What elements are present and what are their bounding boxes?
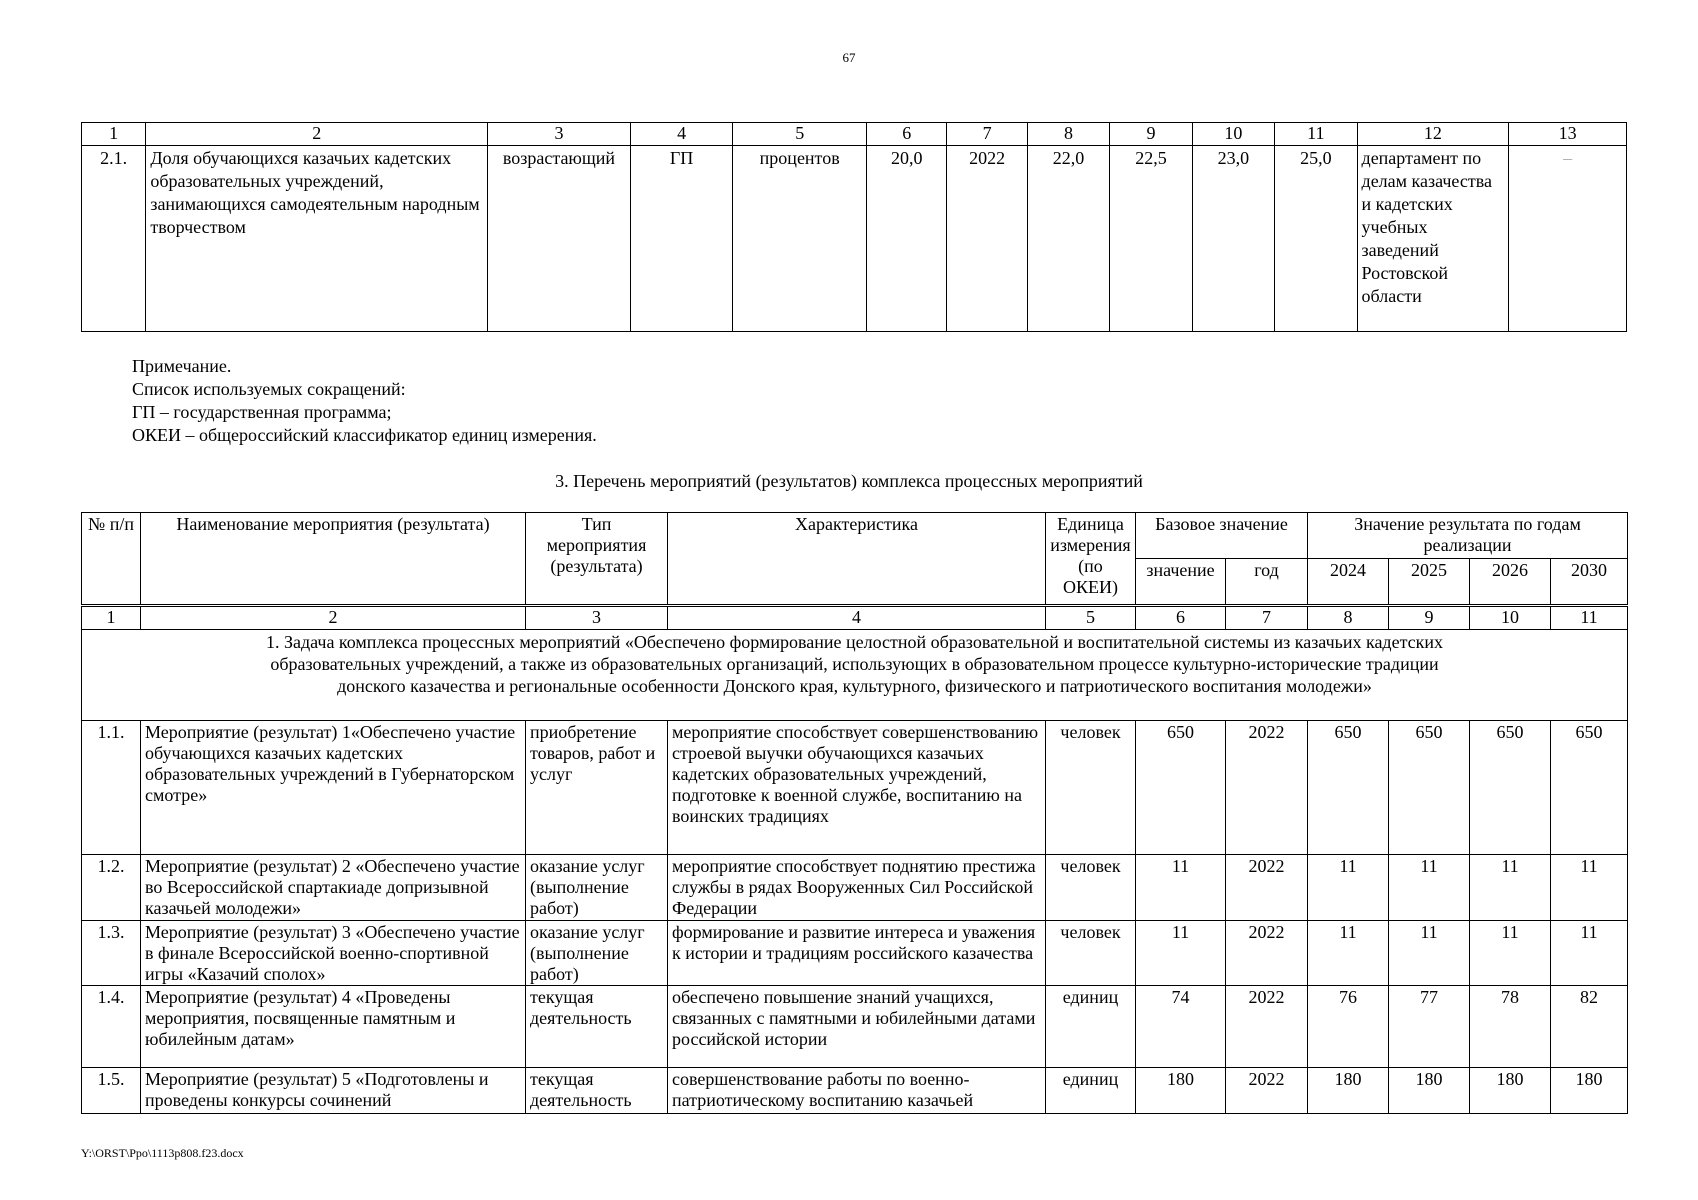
activity-characteristic: обеспечено повышение знаний учащихся, связанных с памятными и юбилейными датами российской истории bbox=[668, 986, 1046, 1068]
col-number: 11 bbox=[1551, 606, 1628, 630]
value-2024: 11 bbox=[1308, 921, 1389, 986]
value-2025: 11 bbox=[1389, 921, 1470, 986]
table-row bbox=[82, 986, 1628, 1068]
activity-unit: единиц bbox=[1046, 986, 1136, 1068]
col-number: 2 bbox=[146, 123, 488, 146]
abbreviation-gp: ГП – государственная программа; bbox=[132, 402, 392, 422]
base-year: 2022 bbox=[1226, 921, 1308, 986]
column-numbers-row bbox=[82, 606, 1628, 630]
col-number: 6 bbox=[1136, 606, 1226, 630]
base-value: 11 bbox=[1136, 921, 1226, 986]
value-2025: 22,5 bbox=[1110, 146, 1192, 332]
col-number: 10 bbox=[1192, 123, 1274, 146]
value-2030: 25,0 bbox=[1275, 146, 1357, 332]
header-base-year: год bbox=[1226, 559, 1308, 606]
base-year: 2022 bbox=[1226, 855, 1308, 921]
indicator-level: ГП bbox=[630, 146, 733, 332]
activity-name: Мероприятие (результат) 5 «Подготовлены и проведены конкурсы сочинений bbox=[141, 1068, 526, 1114]
table-row bbox=[82, 855, 1628, 921]
col-number: 3 bbox=[488, 123, 631, 146]
col-number: 4 bbox=[630, 123, 733, 146]
col-number: 7 bbox=[947, 123, 1027, 146]
base-value: 74 bbox=[1136, 986, 1226, 1068]
file-path-footer: Y:\ORST\Ppo\1113p808.f23.docx bbox=[81, 1146, 244, 1160]
col-number: 8 bbox=[1308, 606, 1389, 630]
col-number: 11 bbox=[1275, 123, 1357, 146]
table-row bbox=[82, 921, 1628, 986]
value-2026: 650 bbox=[1470, 721, 1551, 855]
value-2024: 22,0 bbox=[1027, 146, 1109, 332]
notes-block bbox=[132, 355, 597, 447]
activity-characteristic: совершенствование работы по военно-патриотическому воспитанию казачьей bbox=[668, 1068, 1046, 1114]
activity-name: Мероприятие (результат) 2 «Обеспечено участие во Всероссийской спартакиаде допризывной казачьей молодежи» bbox=[141, 855, 526, 921]
header-base-value: значение bbox=[1136, 559, 1226, 606]
base-value: 20,0 bbox=[867, 146, 947, 332]
activities-table bbox=[81, 512, 1628, 1114]
header-year-2025: 2025 bbox=[1389, 559, 1470, 606]
activity-type: текущая деятельность bbox=[526, 1068, 668, 1114]
row-number: 1.4. bbox=[82, 986, 141, 1068]
row-number: 1.1. bbox=[82, 721, 141, 855]
page-number: 67 bbox=[842, 50, 856, 65]
col-number: 4 bbox=[668, 606, 1046, 630]
activity-name: Мероприятие (результат) 3 «Обеспечено участие в финале Всероссийской военно-спортивной игры «Казачий сполох» bbox=[141, 921, 526, 986]
table-row bbox=[82, 1068, 1628, 1114]
activity-unit: человек bbox=[1046, 721, 1136, 855]
activity-type: оказание услуг (выполнение работ) bbox=[526, 855, 668, 921]
value-2026: 78 bbox=[1470, 986, 1551, 1068]
col-number: 12 bbox=[1357, 123, 1509, 146]
activity-name: Мероприятие (результат) 4 «Проведены мероприятия, посвященные памятным и юбилейным датам» bbox=[141, 986, 526, 1068]
activity-unit: единиц bbox=[1046, 1068, 1136, 1114]
col-number: 5 bbox=[733, 123, 867, 146]
header-year-2026: 2026 bbox=[1470, 559, 1551, 606]
activity-characteristic: мероприятие способствует совершенствованию строевой выучки обучающихся казачьих кадетских образовательных учреждений, подготовке к военной службе, воспитанию на воинских традициях bbox=[668, 721, 1046, 855]
header-unit: Единица измерения (по ОКЕИ) bbox=[1046, 513, 1136, 606]
row-number: 2.1. bbox=[82, 146, 146, 332]
activity-type: текущая деятельность bbox=[526, 986, 668, 1068]
indicator-name: Доля обучающихся казачьих кадетских образовательных учреждений, занимающихся самодеятельным народным творчеством bbox=[146, 146, 488, 332]
indicator-direction: возрастающий bbox=[488, 146, 631, 332]
header-year-2024: 2024 bbox=[1308, 559, 1389, 606]
col-number: 6 bbox=[867, 123, 947, 146]
indicators-table bbox=[81, 122, 1627, 332]
value-2024: 650 bbox=[1308, 721, 1389, 855]
header-num: № п/п bbox=[82, 513, 141, 606]
value-2025: 650 bbox=[1389, 721, 1470, 855]
col-number: 5 bbox=[1046, 606, 1136, 630]
header-type: Тип мероприятия (результата) bbox=[526, 513, 668, 606]
header-row bbox=[82, 513, 1628, 559]
notes-title: Примечание. bbox=[132, 356, 232, 376]
base-year: 2022 bbox=[947, 146, 1027, 332]
responsible-body: департамент по делам казачества и кадетских учебных заведений Ростовской области bbox=[1357, 146, 1509, 332]
col-number: 3 bbox=[526, 606, 668, 630]
col-number: 1 bbox=[82, 123, 146, 146]
value-2030: 11 bbox=[1551, 855, 1628, 921]
base-year: 2022 bbox=[1226, 1068, 1308, 1114]
col-number: 1 bbox=[82, 606, 141, 630]
abbreviations-title: Список используемых сокращений: bbox=[132, 379, 406, 399]
value-2030: 82 bbox=[1551, 986, 1628, 1068]
value-2030: 11 bbox=[1551, 921, 1628, 986]
base-value: 11 bbox=[1136, 855, 1226, 921]
col-number: 9 bbox=[1389, 606, 1470, 630]
col-number: 13 bbox=[1509, 123, 1627, 146]
header-base: Базовое значение bbox=[1136, 513, 1308, 559]
col-number: 9 bbox=[1110, 123, 1192, 146]
base-year: 2022 bbox=[1226, 986, 1308, 1068]
base-value: 180 bbox=[1136, 1068, 1226, 1114]
value-2030: 180 bbox=[1551, 1068, 1628, 1114]
header-results: Значение результата по годам реализации bbox=[1308, 513, 1628, 559]
value-2026: 11 bbox=[1470, 921, 1551, 986]
value-2025: 77 bbox=[1389, 986, 1470, 1068]
indicator-unit: процентов bbox=[733, 146, 867, 332]
value-2030: 650 bbox=[1551, 721, 1628, 855]
value-2025: 11 bbox=[1389, 855, 1470, 921]
activity-characteristic: формирование и развитие интереса и уважения к истории и традициям российского казачества bbox=[668, 921, 1046, 986]
task-row bbox=[82, 630, 1628, 721]
header-year-2030: 2030 bbox=[1551, 559, 1628, 606]
value-2024: 11 bbox=[1308, 855, 1389, 921]
value-2025: 180 bbox=[1389, 1068, 1470, 1114]
col-number: 10 bbox=[1470, 606, 1551, 630]
col-number: 7 bbox=[1226, 606, 1308, 630]
activity-name: Мероприятие (результат) 1«Обеспечено участие обучающихся казачьих кадетских образовательных учреждений в Губернаторском смотре» bbox=[141, 721, 526, 855]
header-name: Наименование мероприятия (результата) bbox=[141, 513, 526, 606]
activity-unit: человек bbox=[1046, 855, 1136, 921]
column-numbers-row bbox=[82, 123, 1627, 146]
col-number: 2 bbox=[141, 606, 526, 630]
table-row bbox=[82, 721, 1628, 855]
col-number: 8 bbox=[1027, 123, 1109, 146]
activity-unit: человек bbox=[1046, 921, 1136, 986]
row-number: 1.5. bbox=[82, 1068, 141, 1114]
value-2026: 180 bbox=[1470, 1068, 1551, 1114]
activity-type: приобретение товаров, работ и услуг bbox=[526, 721, 668, 855]
row-number: 1.2. bbox=[82, 855, 141, 921]
task-heading: 1. Задача комплекса процессных мероприятий «Обеспечено формирование целостной образовательной и воспитательной системы из казачьих кадетских образовательных учреждений, а также из образовательных организаций, использующих в образовательном процессе культурно-исторические традиции донского казачества и региональные особенности Донского края, культурного, физического и патриотического воспитания молодежи» bbox=[82, 630, 1628, 721]
value-2024: 76 bbox=[1308, 986, 1389, 1068]
value-2026: 11 bbox=[1470, 855, 1551, 921]
row-number: 1.3. bbox=[82, 921, 141, 986]
activity-type: оказание услуг (выполнение работ) bbox=[526, 921, 668, 986]
base-value: 650 bbox=[1136, 721, 1226, 855]
table-row bbox=[82, 146, 1627, 332]
header-characteristic: Характеристика bbox=[668, 513, 1046, 606]
value-2024: 180 bbox=[1308, 1068, 1389, 1114]
activity-characteristic: мероприятие способствует поднятию престижа службы в рядах Вооруженных Сил Российской Федерации bbox=[668, 855, 1046, 921]
abbreviation-okei: ОКЕИ – общероссийский классификатор единиц измерения. bbox=[132, 425, 597, 445]
base-year: 2022 bbox=[1226, 721, 1308, 855]
value-2026: 23,0 bbox=[1192, 146, 1274, 332]
section-title: 3. Перечень мероприятий (результатов) комплекса процессных мероприятий bbox=[555, 471, 1143, 491]
extra-info: – bbox=[1509, 146, 1627, 332]
